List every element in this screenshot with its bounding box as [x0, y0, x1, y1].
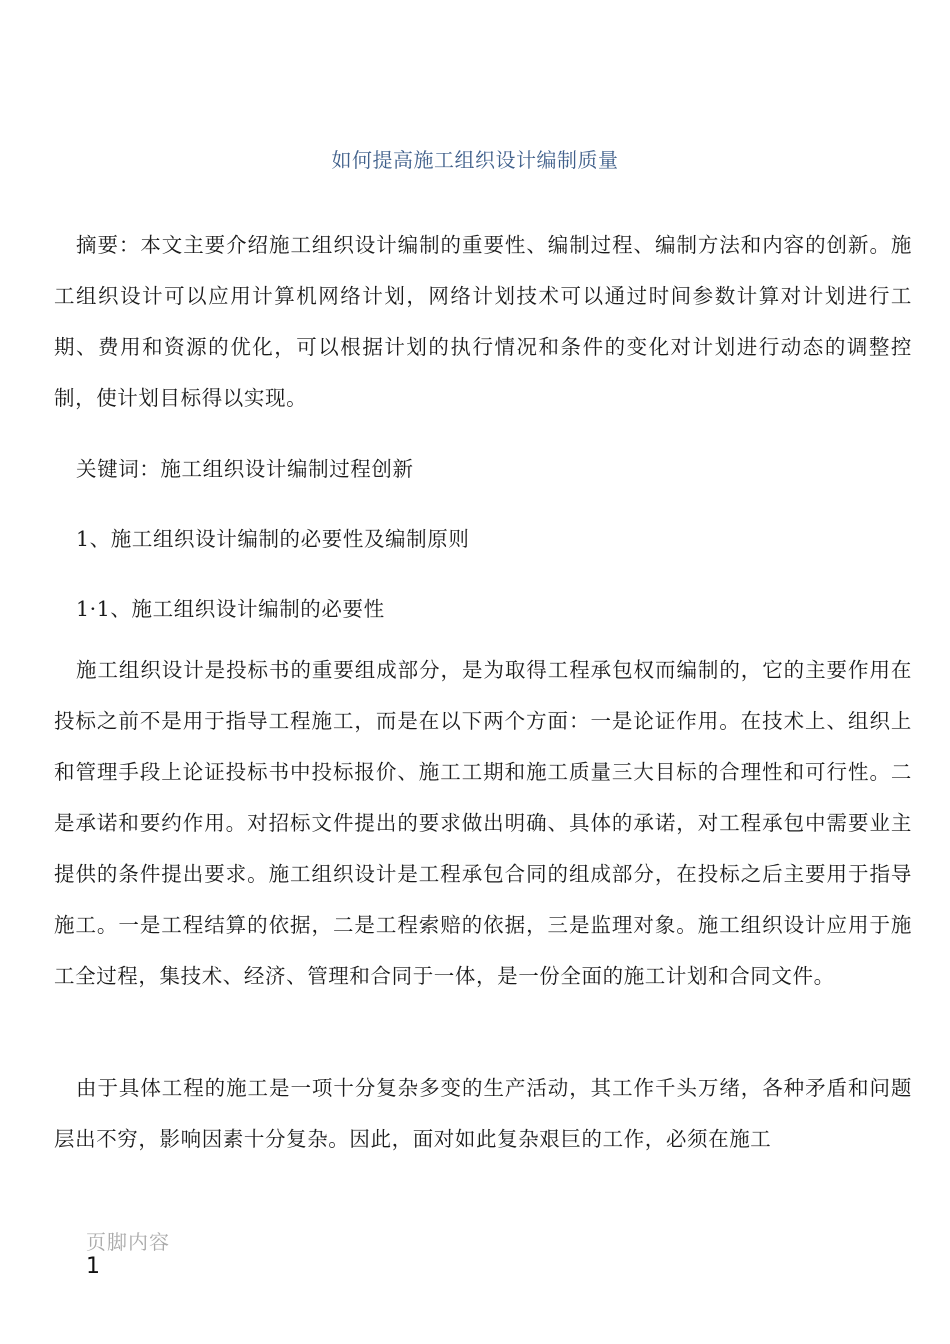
section-heading-1: 1、施工组织设计编制的必要性及编制原则	[76, 527, 470, 551]
body-paragraph-1: 施工组织设计是投标书的重要组成部分，是为取得工程承包权而编制的，它的主要作用在投标之前不是用于指导工程施工，而是在以下两个方面：一是论证作用。在技术上、组织上和管理手段上论证投标书中投标报价、施工工期和施工质量三大目标的合理性和可行性。二是承诺和要约作用。对招标文件提出的要求做出明确、具体的承诺，对工程承包中需要业主提供的条件提出要求。施工组织设计是工程承包合同的组成部分，在投标之后主要用于指导施工。一是工程结算的依据，二是工程索赔的依据，三是监理对象。施工组织设计应用于施工全过程，集技术、经济、管理和合同于一体，是一份全面的施工计划和合同文件。	[54, 658, 912, 988]
keywords-line: 关键词：施工组织设计编制过程创新	[76, 457, 414, 481]
page-number: 1	[86, 1254, 100, 1279]
document-title: 如何提高施工组织设计编制质量	[331, 148, 619, 172]
section-heading-1-1: 1·1、施工组织设计编制的必要性	[76, 597, 385, 621]
body-paragraph-2: 由于具体工程的施工是一项十分复杂多变的生产活动，其工作千头万绪，各种矛盾和问题层出不穷，影响因素十分复杂。因此，面对如此复杂艰巨的工作，必须在施工	[54, 1076, 912, 1151]
footer-label: 页脚内容	[86, 1230, 170, 1254]
abstract-paragraph: 摘要：本文主要介绍施工组织设计编制的重要性、编制过程、编制方法和内容的创新。施工组织设计可以应用计算机网络计划，网络计划技术可以通过时间参数计算对计划进行工期、费用和资源的优化，可以根据计划的执行情况和条件的变化对计划进行动态的调整控制，使计划目标得以实现。	[54, 233, 912, 410]
